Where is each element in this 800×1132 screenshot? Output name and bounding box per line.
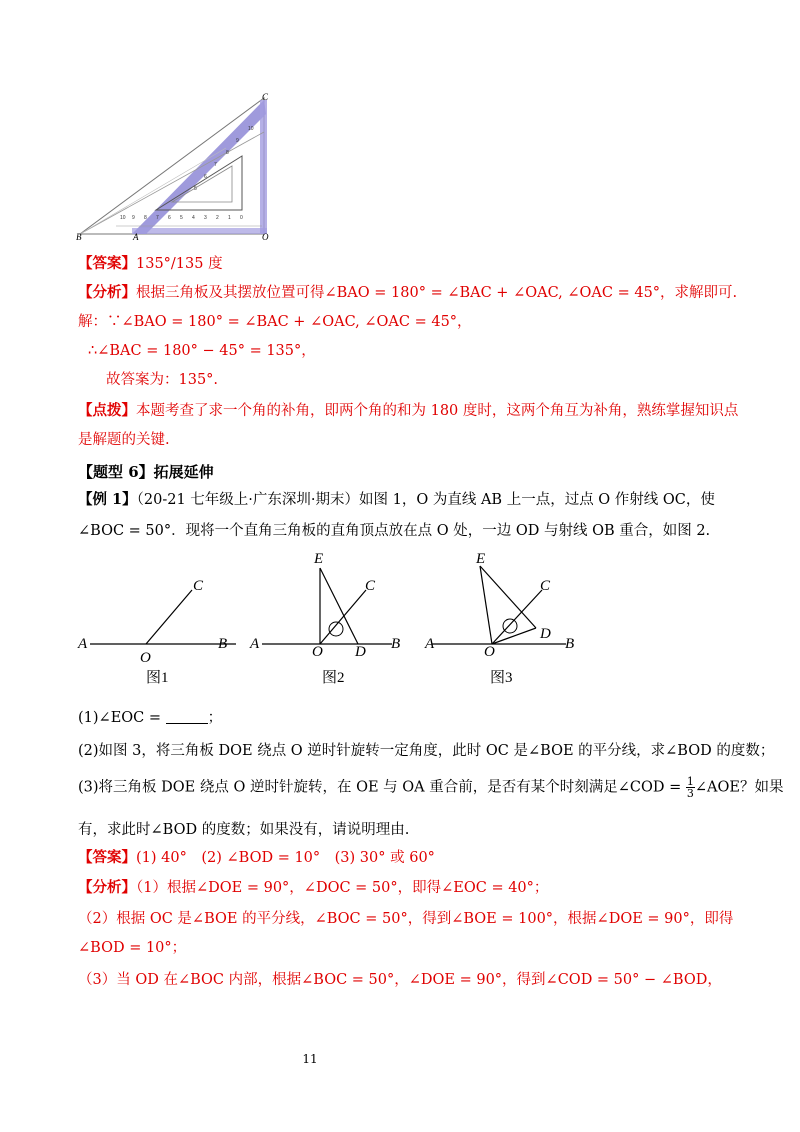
question-2: (2)如图 3，将三角板 DOE 绕点 O 逆时针旋转一定角度，此时 OC 是∠BOE 的平分线，求∠BOD 的度数； [78,743,775,759]
question-3-cont: 有，求此时∠BOD 的度数；如果没有，请说明理由. [78,822,410,838]
svg-text:7: 7 [156,215,159,221]
question-1 [78,708,222,728]
svg-text:1: 1 [228,215,231,221]
svg-text:3: 3 [204,215,207,221]
analysis-2-tag: 【分析】 [78,879,136,896]
fig3-label-o: O [484,644,495,660]
question-1-text: (1)∠EOC = [78,710,162,726]
fig1-label-a: A [78,636,88,652]
example-line-2: ∠BOC = 50°．现将一个直角三角板的直角顶点放在点 O 处，一边 OD 与射线 OB 重合，如图 2. [78,523,711,539]
fraction-denominator: 3 [686,787,694,800]
question-1-end: ； [207,710,223,726]
fig3-caption: 图3 [490,670,513,686]
analysis-tag: 【分析】 [78,284,136,301]
svg-text:0: 0 [240,215,243,221]
fig1-label-b: B [218,636,228,652]
page-number: 11 [302,1052,318,1066]
fig2-label-a: A [250,636,260,652]
solution-line-3: 故答案为：135°. [106,372,219,388]
question-3-text-a: (3)将三角板 DOE 绕点 O 逆时针旋转，在 OE 与 OA 重合前，是否有某个时刻满足∠COD = [78,779,682,796]
fig3-label-a: A [425,636,435,652]
answer-tag: 【答案】 [78,255,136,272]
answer-1 [78,254,223,274]
example-text-1: （20-21 七年级上·广东深圳·期末）如图 1，O 为直线 AB 上一点，过点 O 作射线 OC，使 [136,492,715,508]
label-a: A [133,232,139,242]
question-3-text-b: ∠AOE？如果 [694,779,784,796]
svg-text:5: 5 [194,186,197,192]
section-title: 【题型 6】拓展延伸 [78,463,214,481]
analysis-2-line-3: ∠BOD = 10°； [78,940,187,956]
svg-text:8: 8 [226,150,229,156]
solution-line-2: ∴∠BAC = 180° − 45° = 135°， [88,343,316,359]
svg-text:10: 10 [248,126,254,132]
fraction [686,776,695,799]
fig3-label-c: C [540,578,551,594]
svg-text:2: 2 [216,215,219,221]
ruler-triangle-figure [76,92,276,242]
fig3-label-e: E [476,551,486,567]
fig1-label-c: C [193,578,204,594]
tip-line-2: 是解题的关键. [78,432,170,448]
fraction-numerator: 1 [686,775,694,788]
fig1-caption: 图1 [146,670,169,686]
analysis-2-line-4: （3）当 OD 在∠BOC 内部，根据∠BOC = 50°，∠DOE = 90°，得到∠COD = 50° − ∠BOD， [78,972,722,988]
fig2-label-o: O [312,644,323,660]
fig2-label-b: B [391,636,401,652]
fig3-label-d: D [540,626,551,642]
svg-text:7: 7 [214,162,217,168]
fig3-label-b: B [565,636,575,652]
svg-text:5: 5 [180,215,183,221]
solution-line-1: 解：∵∠BAO = 180° = ∠BAC + ∠OAC, ∠OAC = 45°， [78,314,472,330]
tip-1 [78,401,738,421]
analysis-2-line-1: （1）根据∠DOE = 90°，∠DOC = 50°，即得∠EOC = 40°； [136,880,549,896]
analysis-1 [78,283,737,303]
fig2-caption: 图2 [322,670,345,686]
svg-text:8: 8 [144,215,147,221]
answer-blank[interactable] [166,709,208,724]
label-b: B [76,232,82,242]
example-line-1 [78,490,715,510]
fig2-label-d: D [355,644,366,660]
answer-2-text: (1) 40° (2) ∠BOD = 10° (3) 30° 或 60° [136,850,435,866]
example-tag: 【例 1】 [78,491,137,508]
answer-2 [78,848,435,868]
label-c: C [262,92,269,102]
analysis-2-line-2: （2）根据 OC 是∠BOE 的平分线，∠BOC = 50°，得到∠BOE = 100°，根据∠DOE = 90°，即得 [78,911,734,927]
label-o: O [262,232,269,242]
analysis-text: 根据三角板及其摆放位置可得∠BAO = 180° = ∠BAC + ∠OAC, ∠OAC = 45°，求解即可. [136,285,738,301]
fig2-label-c: C [365,578,376,594]
answer-text: 135°/135 度 [136,256,223,272]
svg-text:4: 4 [192,215,195,221]
tip-line-1: 本题考查了求一个角的补角，即两个角的和为 180 度时，这两个角互为补角，熟练掌握知识点 [136,403,739,419]
answer-2-tag: 【答案】 [78,849,136,866]
svg-text:10: 10 [120,215,126,221]
svg-text:9: 9 [236,138,239,144]
question-3 [78,776,783,799]
analysis-2 [78,878,548,898]
svg-text:6: 6 [204,174,207,180]
svg-text:9: 9 [132,215,135,221]
fig1-label-o: O [140,650,151,666]
tip-tag: 【点拨】 [78,402,136,419]
svg-text:6: 6 [168,215,171,221]
fig2-label-e: E [314,551,324,567]
